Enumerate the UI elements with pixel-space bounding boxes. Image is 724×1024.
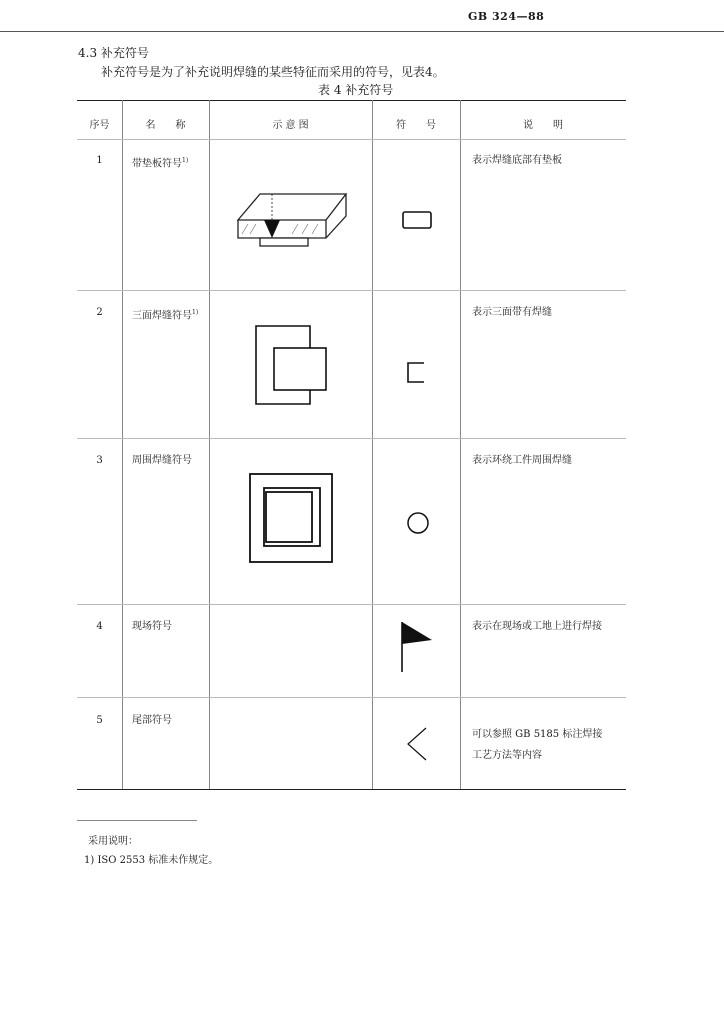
row-1-no: 1 <box>96 155 103 166</box>
footnote-ref: 1) <box>192 309 199 316</box>
field-weld-flag-symbol <box>396 618 438 674</box>
row-3-no: 3 <box>96 455 103 466</box>
tail-symbol <box>404 726 430 762</box>
footnote-heading: 采用说明： <box>88 836 138 847</box>
header-desc: 说 明 <box>523 120 563 131</box>
row-4-no: 4 <box>96 621 103 632</box>
three-side-weld-diagram <box>250 322 332 408</box>
header-diagram: 示 意 图 <box>272 120 309 131</box>
table-bottom-rule <box>77 789 626 790</box>
footnote-rule <box>77 820 197 821</box>
table-top-rule <box>77 100 626 101</box>
row-5-no: 5 <box>96 715 103 726</box>
row-1-name: 带垫板符号$^{1)}$ <box>132 157 189 170</box>
footnote-ref: 1) <box>182 157 189 164</box>
row-4-name: 现场符号 <box>132 621 172 632</box>
all-round-weld-symbol <box>404 509 432 537</box>
backing-plate-symbol <box>401 209 433 231</box>
three-side-weld-symbol <box>404 360 430 386</box>
col-divider <box>122 100 123 789</box>
section-title: 4.3 补充符号 <box>78 46 149 60</box>
row-divider <box>77 438 626 439</box>
header-no: 序号 <box>89 120 110 131</box>
row-2-desc: 表示三面带有焊缝 <box>472 307 552 318</box>
row-5-desc: 可以参照 GB 5185 标注焊接 工艺方法等内容 <box>472 729 603 761</box>
footnote-text: 1) ISO 2553 标准未作规定。 <box>84 855 219 866</box>
row-2-no: 2 <box>96 307 103 318</box>
header-rule <box>0 31 724 32</box>
row-2-name: 三面焊缝符号$^{1)}$ <box>132 309 199 322</box>
col-divider <box>209 100 210 789</box>
row-1-desc: 表示焊缝底部有垫板 <box>472 155 562 166</box>
standard-code: GB 324—88 <box>468 10 545 23</box>
row-divider <box>77 290 626 291</box>
row-divider <box>77 604 626 605</box>
row-5-name: 尾部符号 <box>132 715 172 726</box>
all-round-weld-diagram <box>246 470 336 566</box>
table-caption: 表 4 补充符号 <box>318 83 394 97</box>
row-divider <box>77 697 626 698</box>
row-3-desc: 表示环绕工件周围焊缝 <box>472 455 572 466</box>
col-divider <box>460 100 461 789</box>
row-4-desc: 表示在现场或工地上进行焊接 <box>472 621 602 632</box>
row-3-name: 周围焊缝符号 <box>132 455 192 466</box>
col-divider <box>372 100 373 789</box>
section-intro: 补充符号是为了补充说明焊缝的某些特征而采用的符号，见表4。 <box>101 65 445 79</box>
backing-plate-diagram <box>232 186 352 252</box>
header-name: 名 称 <box>145 120 186 131</box>
header-symbol: 符 号 <box>396 120 436 131</box>
row-divider <box>77 139 626 140</box>
